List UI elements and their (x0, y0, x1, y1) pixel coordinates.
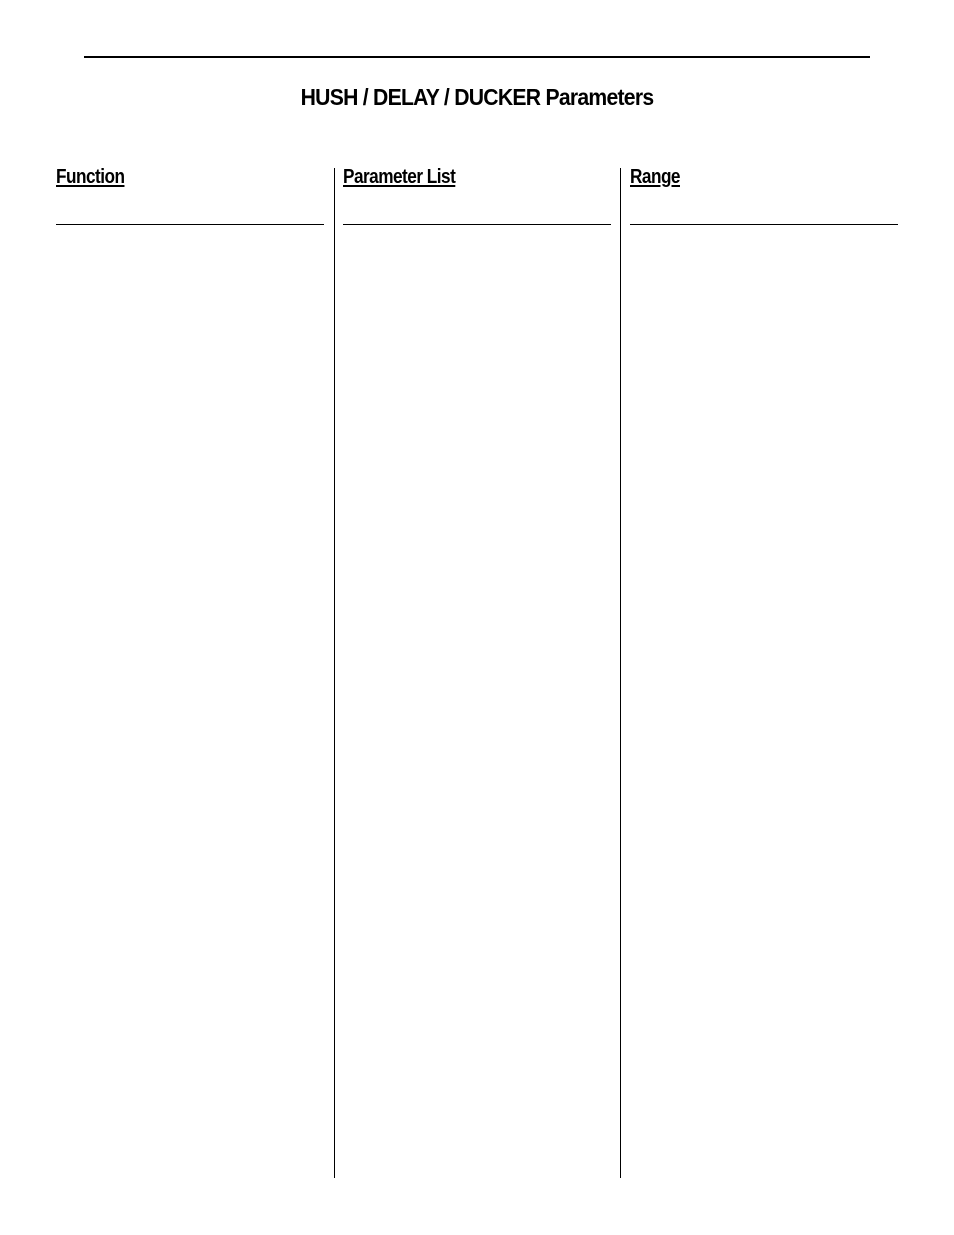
page-title: HUSH / DELAY / DUCKER Parameters (300, 84, 654, 110)
column-rule-function (56, 224, 324, 225)
column-rule-parameter-list (343, 224, 611, 225)
column-heading-parameter-list: Parameter List (343, 166, 456, 188)
column-rule-range (630, 224, 898, 225)
column-heading-function: Function (56, 166, 125, 188)
top-rule (84, 56, 870, 58)
column-divider-2 (620, 168, 621, 1178)
column-heading-range: Range (630, 166, 680, 188)
column-divider-1 (334, 168, 335, 1178)
